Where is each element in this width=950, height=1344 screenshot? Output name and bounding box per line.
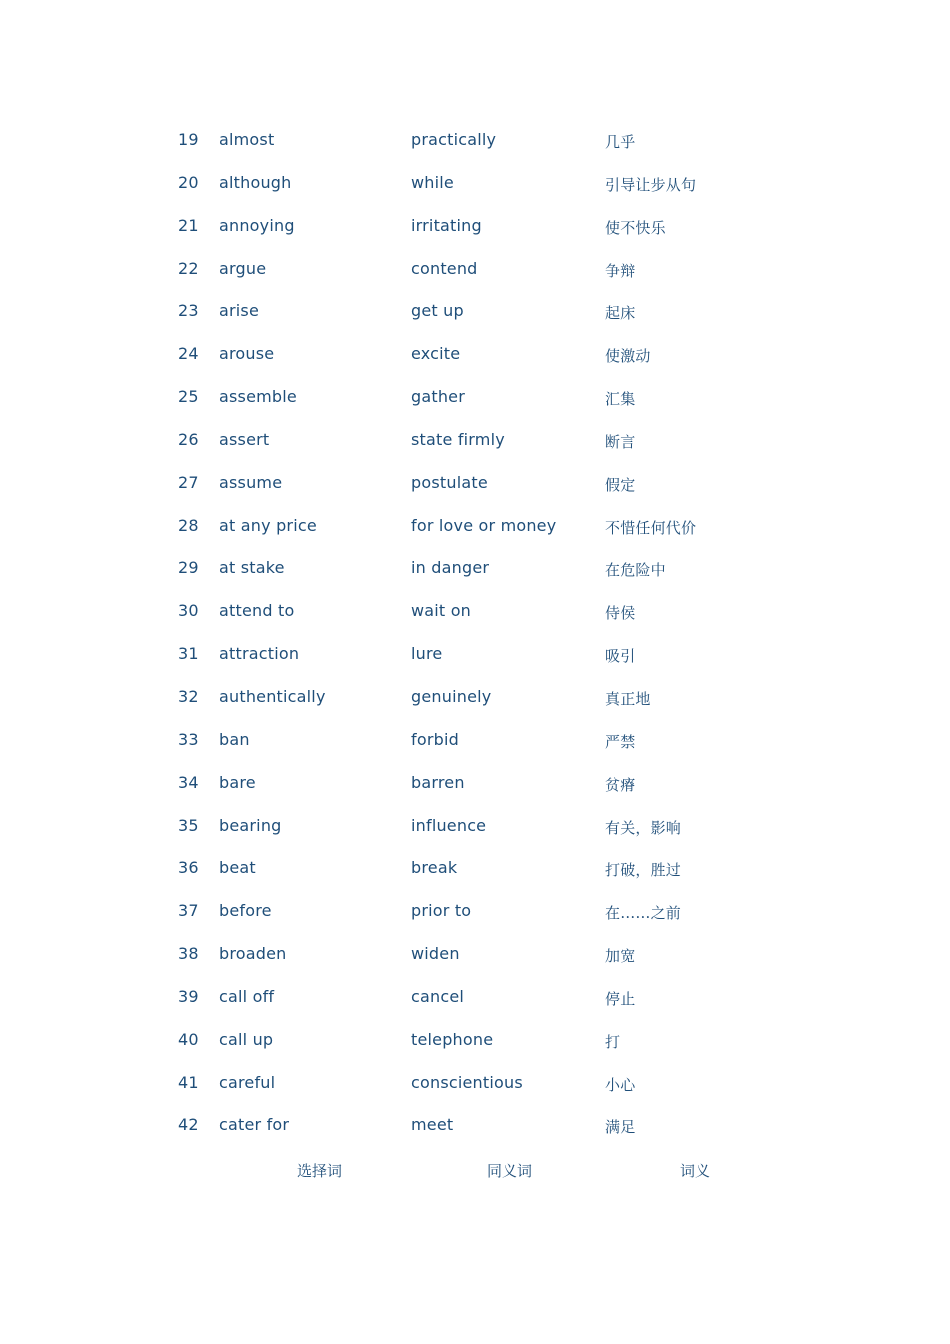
list-item: [178, 421, 738, 464]
row-number: 35: [178, 815, 199, 835]
row-number: 31: [178, 644, 199, 664]
list-item: [178, 678, 738, 721]
row-number: 22: [178, 258, 199, 278]
word-text: attend to: [219, 601, 295, 621]
meaning-text: 几乎: [605, 133, 636, 151]
synonym-text: lure: [411, 644, 443, 664]
row-number: 37: [178, 901, 199, 921]
meaning-text: 吸引: [605, 647, 636, 666]
meaning-text: 真正地: [605, 689, 651, 708]
synonym-text: genuinely: [411, 686, 492, 706]
meaning-text: 争辩: [605, 261, 636, 280]
row-number: 30: [178, 601, 199, 621]
row-number: 19: [178, 130, 199, 149]
list-item: [178, 721, 738, 764]
meaning-text: 贫瘠: [605, 775, 636, 794]
word-text: before: [219, 901, 272, 921]
meaning-text: 在……之前: [605, 904, 682, 923]
word-text: ban: [219, 729, 250, 749]
row-number: 42: [178, 1115, 199, 1135]
list-item: [178, 1021, 738, 1064]
list-item: [178, 378, 738, 421]
meaning-text: 加宽: [605, 947, 636, 966]
word-text: although: [219, 172, 292, 192]
synonym-text: telephone: [411, 1029, 494, 1049]
meaning-text: 满足: [605, 1118, 636, 1137]
list-item: [178, 592, 738, 635]
synonym-text: irritating: [411, 215, 482, 235]
synonym-text: break: [411, 858, 458, 878]
synonym-text: influence: [411, 815, 487, 835]
synonym-text: conscientious: [411, 1072, 523, 1092]
word-text: call up: [219, 1029, 274, 1049]
synonym-text: gather: [411, 387, 465, 407]
vocabulary-list: [178, 121, 738, 1149]
synonym-text: prior to: [411, 901, 472, 921]
list-item: [178, 250, 738, 293]
synonym-text: for love or money: [411, 515, 557, 535]
synonym-text: get up: [411, 301, 464, 321]
list-item: [178, 978, 738, 1021]
meaning-text: 不惜任何代价: [605, 518, 697, 537]
meaning-text: 打破，胜过: [605, 861, 682, 880]
row-number: 39: [178, 986, 199, 1006]
word-text: almost: [219, 130, 275, 149]
meaning-text: 假定: [605, 475, 636, 494]
word-text: cater for: [219, 1115, 290, 1135]
word-text: assemble: [219, 387, 297, 407]
header-meaning: 词义: [680, 1162, 711, 1180]
header-word: 选择词: [297, 1162, 343, 1180]
row-number: 29: [178, 558, 199, 578]
word-text: arouse: [219, 344, 275, 364]
word-text: beat: [219, 858, 256, 878]
list-item: [178, 335, 738, 378]
meaning-text: 在危险中: [605, 561, 666, 580]
row-number: 38: [178, 944, 199, 964]
list-item: [178, 1106, 738, 1149]
meaning-text: 有关，影响: [605, 818, 682, 837]
synonym-text: while: [411, 172, 454, 192]
word-text: at any price: [219, 515, 317, 535]
synonym-text: forbid: [411, 729, 459, 749]
list-item: [178, 549, 738, 592]
row-number: 27: [178, 472, 199, 492]
row-number: 33: [178, 729, 199, 749]
list-item: [178, 764, 738, 807]
meaning-text: 打: [605, 1032, 621, 1051]
list-item: [178, 935, 738, 978]
synonym-text: cancel: [411, 986, 465, 1006]
row-number: 26: [178, 429, 199, 449]
word-text: bearing: [219, 815, 282, 835]
row-number: 36: [178, 858, 199, 878]
row-number: 28: [178, 515, 199, 535]
synonym-text: in danger: [411, 558, 490, 578]
meaning-text: 小心: [605, 1075, 636, 1094]
word-text: bare: [219, 772, 256, 792]
meaning-text: 汇集: [605, 390, 636, 409]
list-item: [178, 849, 738, 892]
row-number: 32: [178, 686, 199, 706]
meaning-text: 起床: [605, 304, 636, 323]
list-item: [178, 164, 738, 207]
synonym-text: wait on: [411, 601, 472, 621]
row-number: 25: [178, 387, 199, 407]
word-text: attraction: [219, 644, 300, 664]
synonym-text: excite: [411, 344, 461, 364]
header-synonym: 同义词: [487, 1162, 533, 1180]
column-headers: [0, 1160, 950, 1184]
meaning-text: 停止: [605, 989, 636, 1008]
word-text: argue: [219, 258, 267, 278]
row-number: 40: [178, 1029, 199, 1049]
row-number: 24: [178, 344, 199, 364]
word-text: authentically: [219, 686, 326, 706]
list-item: [178, 121, 738, 164]
synonym-text: barren: [411, 772, 465, 792]
word-text: careful: [219, 1072, 276, 1092]
meaning-text: 断言: [605, 432, 636, 451]
list-item: [178, 207, 738, 250]
synonym-text: widen: [411, 944, 460, 964]
list-item: [178, 464, 738, 507]
list-item: [178, 507, 738, 550]
word-text: at stake: [219, 558, 285, 578]
row-number: 21: [178, 215, 199, 235]
synonym-text: postulate: [411, 472, 488, 492]
row-number: 20: [178, 172, 199, 192]
synonym-text: practically: [411, 130, 497, 149]
list-item: [178, 892, 738, 935]
list-item: [178, 1064, 738, 1107]
word-text: annoying: [219, 215, 295, 235]
meaning-text: 使激动: [605, 347, 651, 366]
synonym-text: contend: [411, 258, 478, 278]
row-number: 34: [178, 772, 199, 792]
word-text: arise: [219, 301, 260, 321]
meaning-text: 侍侯: [605, 604, 636, 623]
synonym-text: meet: [411, 1115, 454, 1135]
list-item: [178, 635, 738, 678]
meaning-text: 严禁: [605, 732, 636, 751]
row-number: 23: [178, 301, 199, 321]
list-item: [178, 292, 738, 335]
list-item: [178, 807, 738, 850]
row-number: 41: [178, 1072, 199, 1092]
word-text: broaden: [219, 944, 287, 964]
word-text: call off: [219, 986, 275, 1006]
meaning-text: 引导让步从句: [605, 175, 697, 194]
word-text: assume: [219, 472, 283, 492]
meaning-text: 使不快乐: [605, 218, 666, 237]
word-text: assert: [219, 429, 270, 449]
synonym-text: state firmly: [411, 429, 505, 449]
